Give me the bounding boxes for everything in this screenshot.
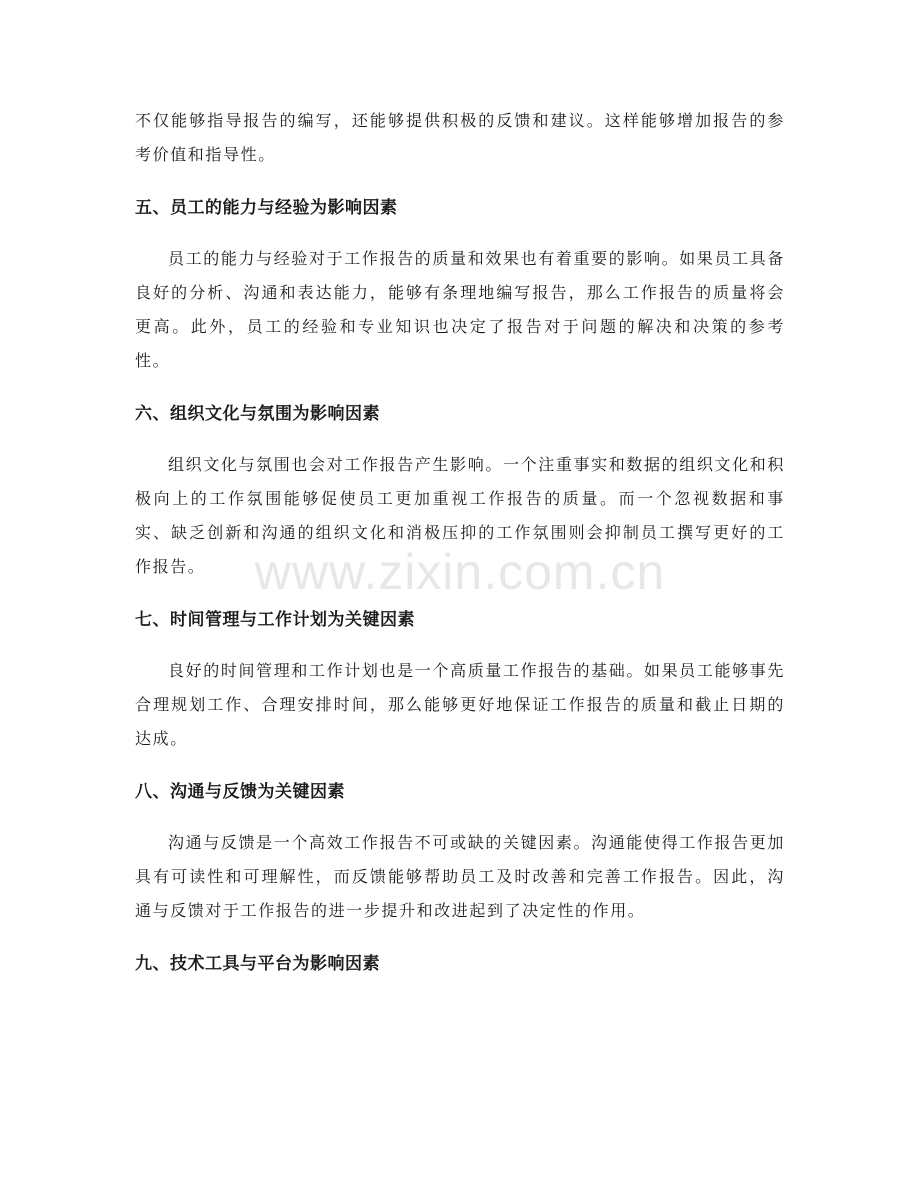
section-paragraph-6: 组织文化与氛围也会对工作报告产生影响。一个注重事实和数据的组织文化和积极向上的工作氛围能够促使员工更加重视工作报告的质量。而一个忽视数据和事实、缺乏创新和沟通的组织文化和消极压抑的工作氛围则会抑制员工撰写更好的工作报告。	[135, 455, 785, 576]
watermark: www.zixin.com.cn	[254, 544, 666, 600]
section-heading-7: 七、时间管理与工作计划为关键因素	[135, 610, 415, 630]
section-paragraph-7: 良好的时间管理和工作计划也是一个高质量工作报告的基础。如果员工能够事先合理规划工作、合理安排时间，那么能够更好地保证工作报告的质量和截止日期的达成。	[135, 661, 785, 748]
section-paragraph-8: 沟通与反馈是一个高效工作报告不可或缺的关键因素。沟通能使得工作报告更加具有可读性和可理解性，而反馈能够帮助员工及时改善和完善工作报告。因此，沟通与反馈对于工作报告的进一步提升和改进起到了决定性的作用。	[135, 833, 785, 920]
section-heading-6: 六、组织文化与氛围为影响因素	[135, 404, 380, 424]
section-heading-9: 九、技术工具与平台为影响因素	[135, 954, 380, 974]
section-heading-8: 八、沟通与反馈为关键因素	[135, 782, 345, 802]
intro-paragraph: 不仅能够指导报告的编写，还能够提供积极的反馈和建议。这样能够增加报告的参考价值和指导性。	[135, 111, 785, 164]
section-heading-5: 五、员工的能力与经验为影响因素	[135, 198, 398, 218]
section-paragraph-5: 员工的能力与经验对于工作报告的质量和效果也有着重要的影响。如果员工具备良好的分析、沟通和表达能力，能够有条理地编写报告，那么工作报告的质量将会更高。此外，员工的经验和专业知识也决定了报告对于问题的解决和决策的参考性。	[135, 249, 785, 370]
document-body	[135, 104, 785, 979]
